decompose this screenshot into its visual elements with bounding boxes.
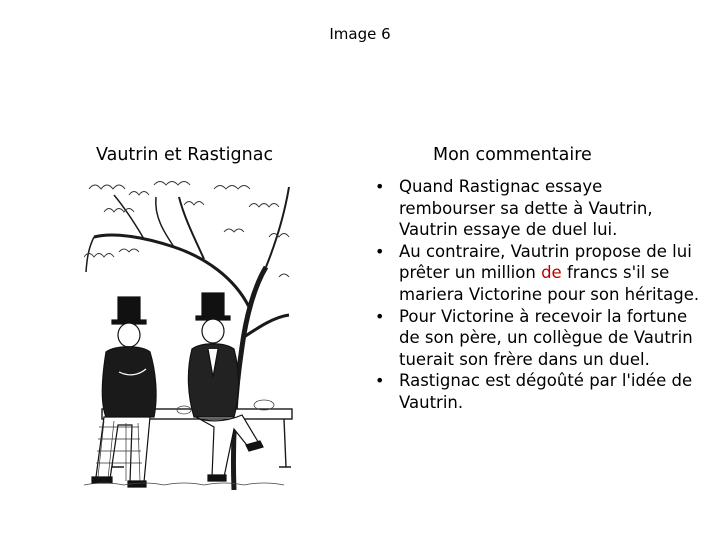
bullet-marker: • bbox=[375, 241, 385, 261]
list-item bbox=[372, 370, 702, 413]
bullet-marker: • bbox=[375, 177, 385, 196]
illustration-heading: Vautrin et Rastignac bbox=[96, 145, 274, 165]
bullet-marker: • bbox=[375, 371, 385, 391]
list-item bbox=[372, 306, 702, 371]
bullet-text: Pour Victorine à recevoir la fortune de son père, un collègue de Vautrin tuerait son frère dans un duel. bbox=[399, 306, 693, 369]
list-item bbox=[372, 241, 702, 306]
figure-left-drawing bbox=[92, 297, 156, 487]
commentary-heading: Mon commentaire bbox=[433, 145, 592, 165]
bullet-text-part: francs s'il se mariera Victorine pour son héritage. bbox=[399, 263, 700, 304]
bullet-marker: • bbox=[375, 306, 385, 326]
highlighted-word: de bbox=[541, 263, 562, 283]
figure-right-drawing bbox=[188, 293, 263, 481]
bullet-text-part: Au contraire, Vautrin propose de lui prêter un million bbox=[399, 241, 692, 283]
bullet-text: Rastignac est dégoûté par l'idée de Vautrin. bbox=[399, 371, 693, 412]
vautrin-rastignac-illustration bbox=[84, 177, 298, 490]
commentary-list bbox=[372, 176, 702, 414]
slide-title: Image 6 bbox=[329, 25, 391, 43]
bullet-text: Quand Rastignac essaye rembourser sa dette à Vautrin, Vautrin essaye de duel lui. bbox=[399, 177, 653, 240]
list-item bbox=[372, 176, 702, 241]
